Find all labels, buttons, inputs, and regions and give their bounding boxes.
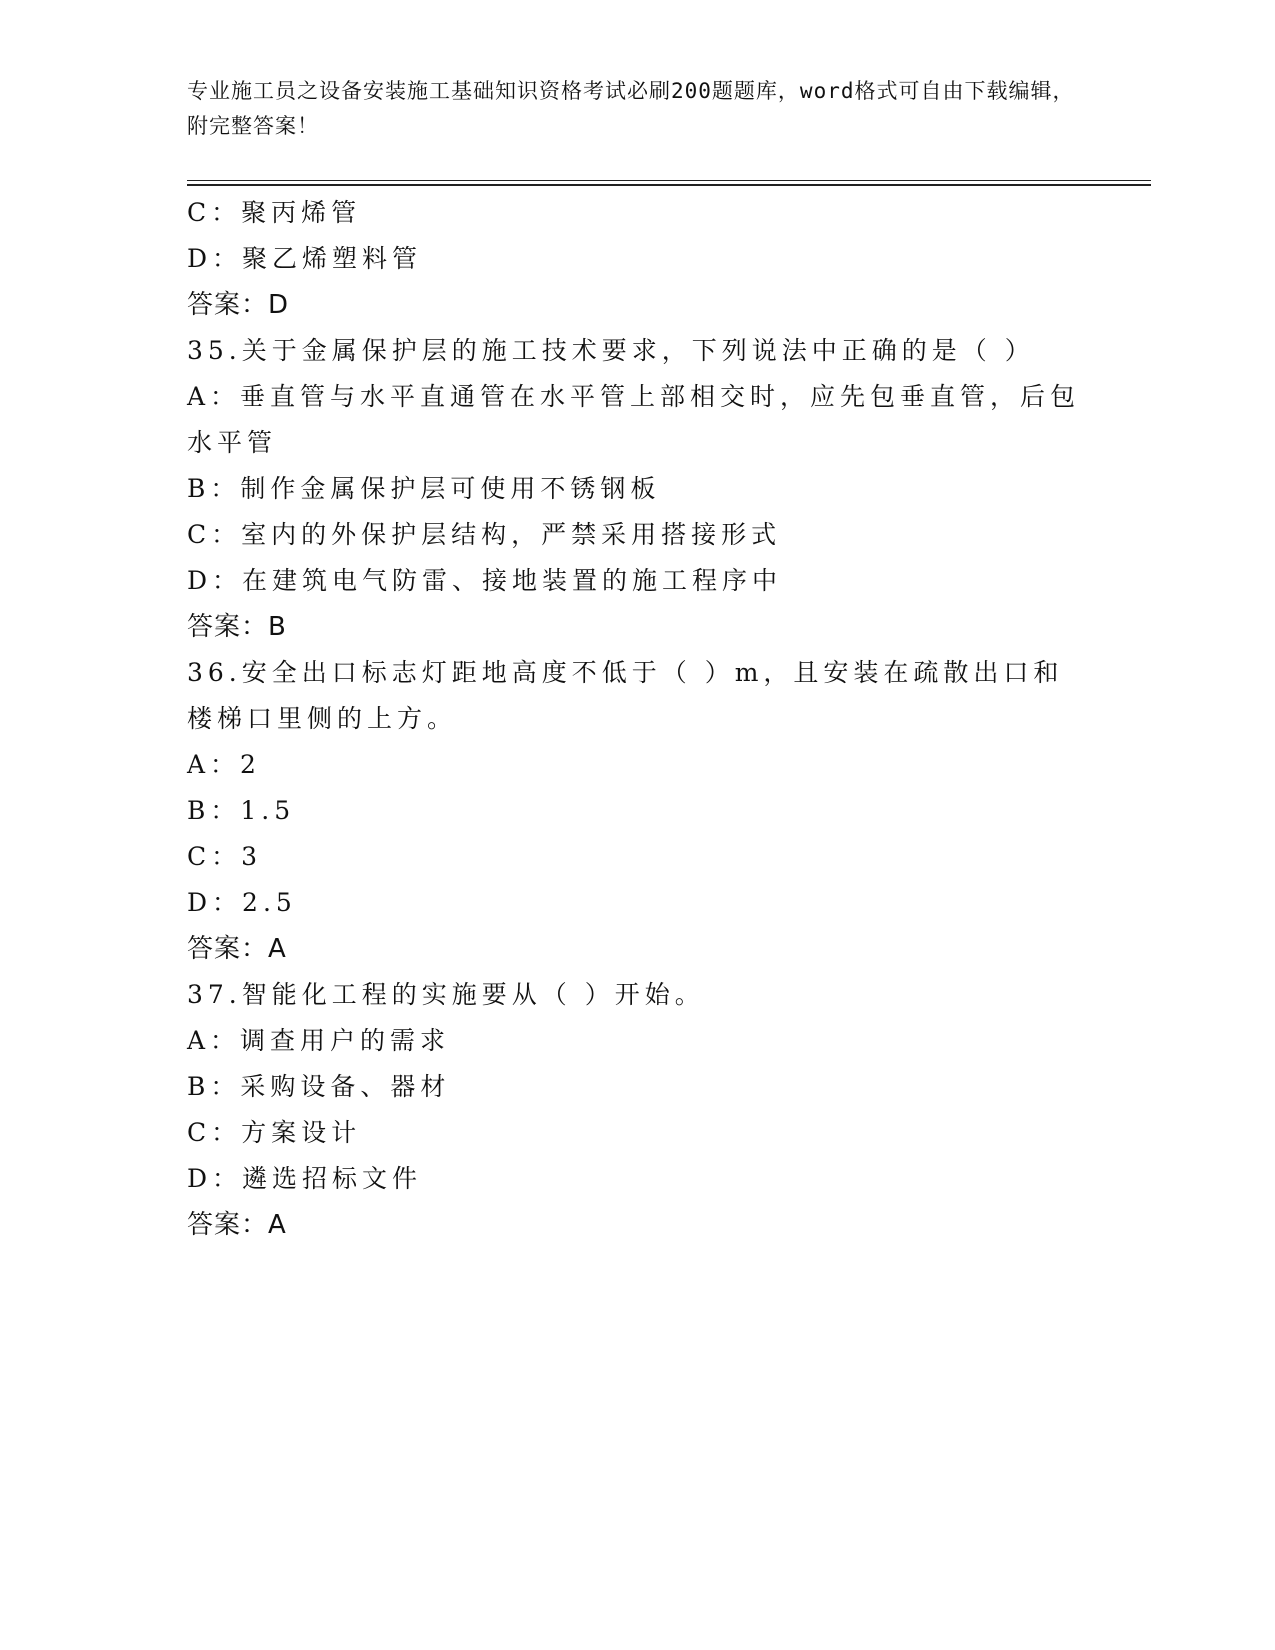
answer-line: 答案：A [187, 934, 287, 964]
option-d: D：聚乙烯塑料管 [187, 244, 423, 273]
question-stem: 35.关于金属保护层的施工技术要求，下列说法中正确的是（ ） [187, 336, 1035, 365]
question-37 [187, 972, 1087, 1248]
option-b: B：采购设备、器材 [187, 1072, 451, 1101]
option-d: D：在建筑电气防雷、接地装置的施工程序中 [187, 566, 783, 595]
question-35 [187, 328, 1087, 650]
question-stem: 36.安全出口标志灯距地高度不低于（ ）m，且安装在疏散出口和楼梯口里侧的上方。 [187, 658, 1064, 733]
option-c: C：室内的外保护层结构，严禁采用搭接形式 [187, 520, 782, 549]
question-36 [187, 650, 1087, 972]
header-divider-thick [187, 184, 1151, 186]
option-c: C：聚丙烯管 [187, 198, 362, 227]
option-d: D：2.5 [187, 888, 297, 917]
option-c: C：方案设计 [187, 1118, 362, 1147]
option-a: A：2 [187, 750, 261, 779]
answer-line: 答案：A [187, 1210, 287, 1240]
answer-line: 答案：B [187, 612, 287, 642]
option-a: A：调查用户的需求 [187, 1026, 451, 1055]
option-c: C：3 [187, 842, 263, 871]
header-divider-thin [187, 180, 1151, 181]
question-stem: 37.智能化工程的实施要从（ ）开始。 [187, 980, 705, 1009]
option-a: A：垂直管与水平直通管在水平管上部相交时，应先包垂直管，后包水平管 [187, 382, 1081, 457]
option-d: D：遴选招标文件 [187, 1164, 423, 1193]
question-34-tail [187, 190, 1087, 328]
option-b: B：1.5 [187, 796, 296, 825]
question-list [187, 190, 1087, 1248]
document-header: 专业施工员之设备安装施工基础知识资格考试必刷200题题库，word格式可自由下载编辑，附完整答案！ [187, 79, 1075, 138]
option-b: B：制作金属保护层可使用不锈钢板 [187, 474, 661, 503]
answer-line: 答案：D [187, 290, 290, 320]
